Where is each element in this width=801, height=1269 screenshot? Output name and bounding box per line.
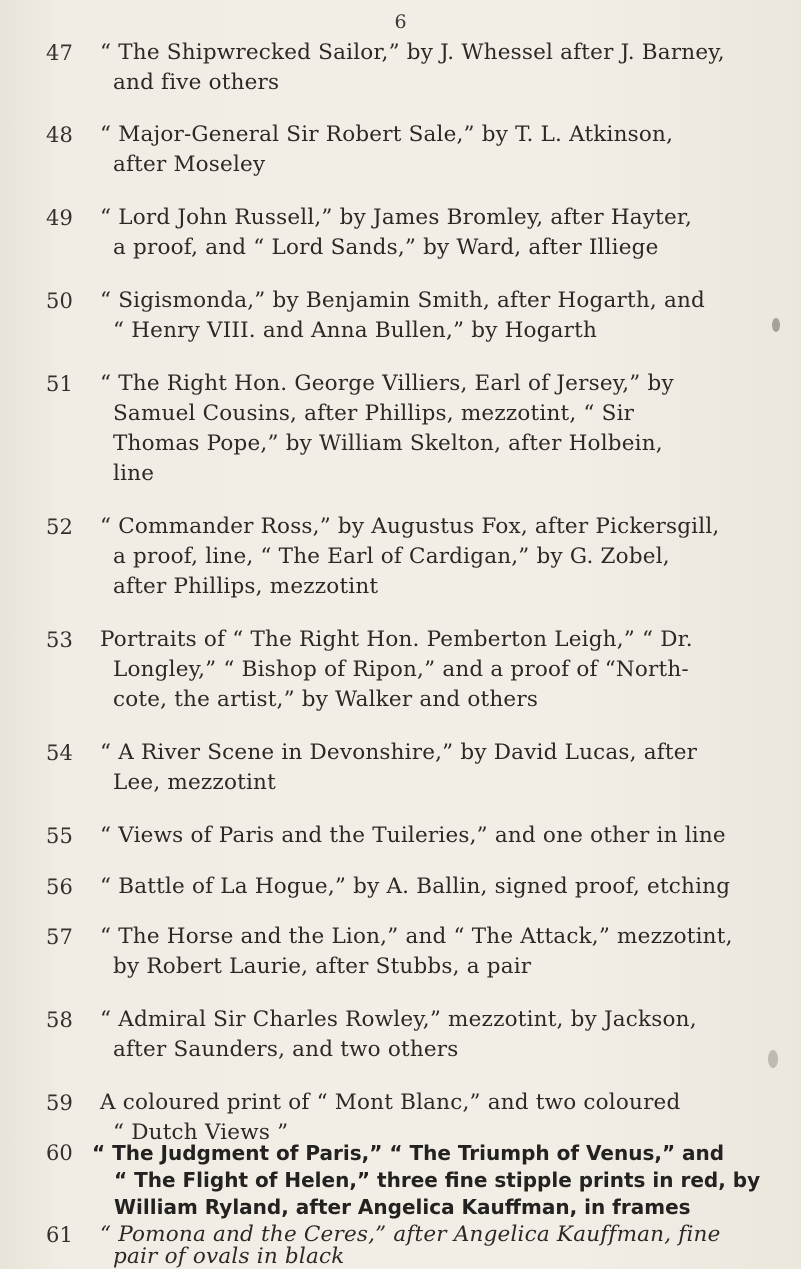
lot-line: after Moseley [113,152,266,177]
lot-number: 52 [46,515,74,539]
lot-line: “ Admiral Sir Charles Rowley,” mezzotint, by Jackson, [100,1007,697,1032]
lot-number: 54 [46,741,74,765]
lot-entry [46,1005,786,1065]
lot-description [100,625,790,715]
lot-line: after Saunders, and two others [113,1037,459,1062]
lot-line: and five others [113,70,280,95]
lot-number: 55 [46,824,74,848]
lot-line: “ A River Scene in Devonshire,” by David Lucas, after [100,740,698,765]
lot-number: 59 [46,1091,74,1115]
lot-description [100,38,790,98]
lot-line: a proof, line, “ The Earl of Cardigan,” by G. Zobel, [113,544,670,569]
lot-entry [46,369,786,489]
lot-line: A coloured print of “ Mont Blanc,” and two coloured [100,1090,681,1115]
lot-line: a proof, and “ Lord Sands,” by Ward, after Illiege [113,235,659,260]
lot-number: 47 [46,41,74,65]
lot-line: “ Commander Ross,” by Augustus Fox, after Pickersgill, [100,514,720,539]
lot-number: 56 [46,875,74,899]
lot-line: “ Major-General Sir Robert Sale,” by T. L. Atkinson, [100,122,674,147]
lot-line: “ Views of Paris and the Tuileries,” and one other in line [100,823,726,848]
lot-description [100,872,790,902]
lot-number: 61 [46,1223,74,1247]
lot-entry [46,922,786,982]
lot-line: “ Henry VIII. and Anna Bullen,” by Hogarth [113,318,598,343]
lot-line: William Ryland, after Angelica Kauffman, in frames [114,1195,691,1219]
lot-description [100,1005,790,1065]
lot-line: “ The Flight of Helen,” three fine stipple prints in red, by [114,1168,761,1192]
lot-number: 51 [46,372,74,396]
lot-line: Samuel Cousins, after Phillips, mezzotint, “ Sir [113,401,635,426]
lot-description [100,203,790,263]
lot-number: 57 [46,925,74,949]
lot-description [100,512,790,602]
lot-description [100,286,790,346]
lot-description [100,1224,790,1268]
lot-line: “ Sigismonda,” by Benjamin Smith, after Hogarth, and [100,288,705,313]
lot-line: “ Battle of La Hogue,” by A. Ballin, signed proof, etching [100,874,731,899]
lot-line: “ The Right Hon. George Villiers, Earl of Jersey,” by [100,371,674,396]
lot-description [92,1140,782,1221]
lot-entry [46,625,786,715]
ink-mark [772,318,780,332]
lot-line: “ Dutch Views ” [113,1120,289,1145]
lot-description [100,821,790,851]
lot-entry [46,120,786,180]
lot-line: “ The Judgment of Paris,” “ The Triumph of Venus,” and [92,1141,725,1165]
lot-line: pair of ovals in black [113,1244,345,1269]
lot-line: “ Lord John Russell,” by James Bromley, after Hayter, [100,205,693,230]
lot-line: by Robert Laurie, after Stubbs, a pair [113,954,532,979]
lot-line: Longley,” “ Bishop of Ripon,” and a proof of “North- [113,657,689,682]
lot-description [100,120,790,180]
lot-line: “ The Horse and the Lion,” and “ The Attack,” mezzotint, [100,924,733,949]
lot-line: cote, the artist,” by Walker and others [113,687,539,712]
lot-entry [46,1088,786,1148]
lot-line: line [113,461,155,486]
lot-description [100,922,790,982]
lot-number: 58 [46,1008,74,1032]
lot-entry [46,738,786,798]
lot-description [100,369,790,489]
lot-number: 53 [46,628,74,652]
lot-entry [46,286,786,346]
lot-entry [46,512,786,602]
lot-number: 49 [46,206,74,230]
lot-description [100,738,790,798]
lot-entry [46,821,786,851]
page-number: 6 [394,11,407,33]
lot-line: “ The Shipwrecked Sailor,” by J. Whessel after J. Barney, [100,40,725,65]
lot-entry [46,1140,786,1221]
lot-entry [46,872,786,902]
lot-entry [46,38,786,98]
lot-number: 60 [46,1141,73,1165]
lot-number: 50 [46,289,74,313]
lot-description [100,1088,790,1148]
lot-line: after Phillips, mezzotint [113,574,379,599]
lot-line: Lee, mezzotint [113,770,276,795]
lot-line: Thomas Pope,” by William Skelton, after Holbein, [113,431,663,456]
lot-line: Portraits of “ The Right Hon. Pemberton Leigh,” “ Dr. [100,627,693,652]
lot-entry [46,1224,786,1268]
lot-number: 48 [46,123,74,147]
lot-entry [46,203,786,263]
ink-mark [768,1050,778,1068]
lot-line: “ Pomona and the Ceres,” after Angelica Kauffman, fine [100,1222,721,1247]
